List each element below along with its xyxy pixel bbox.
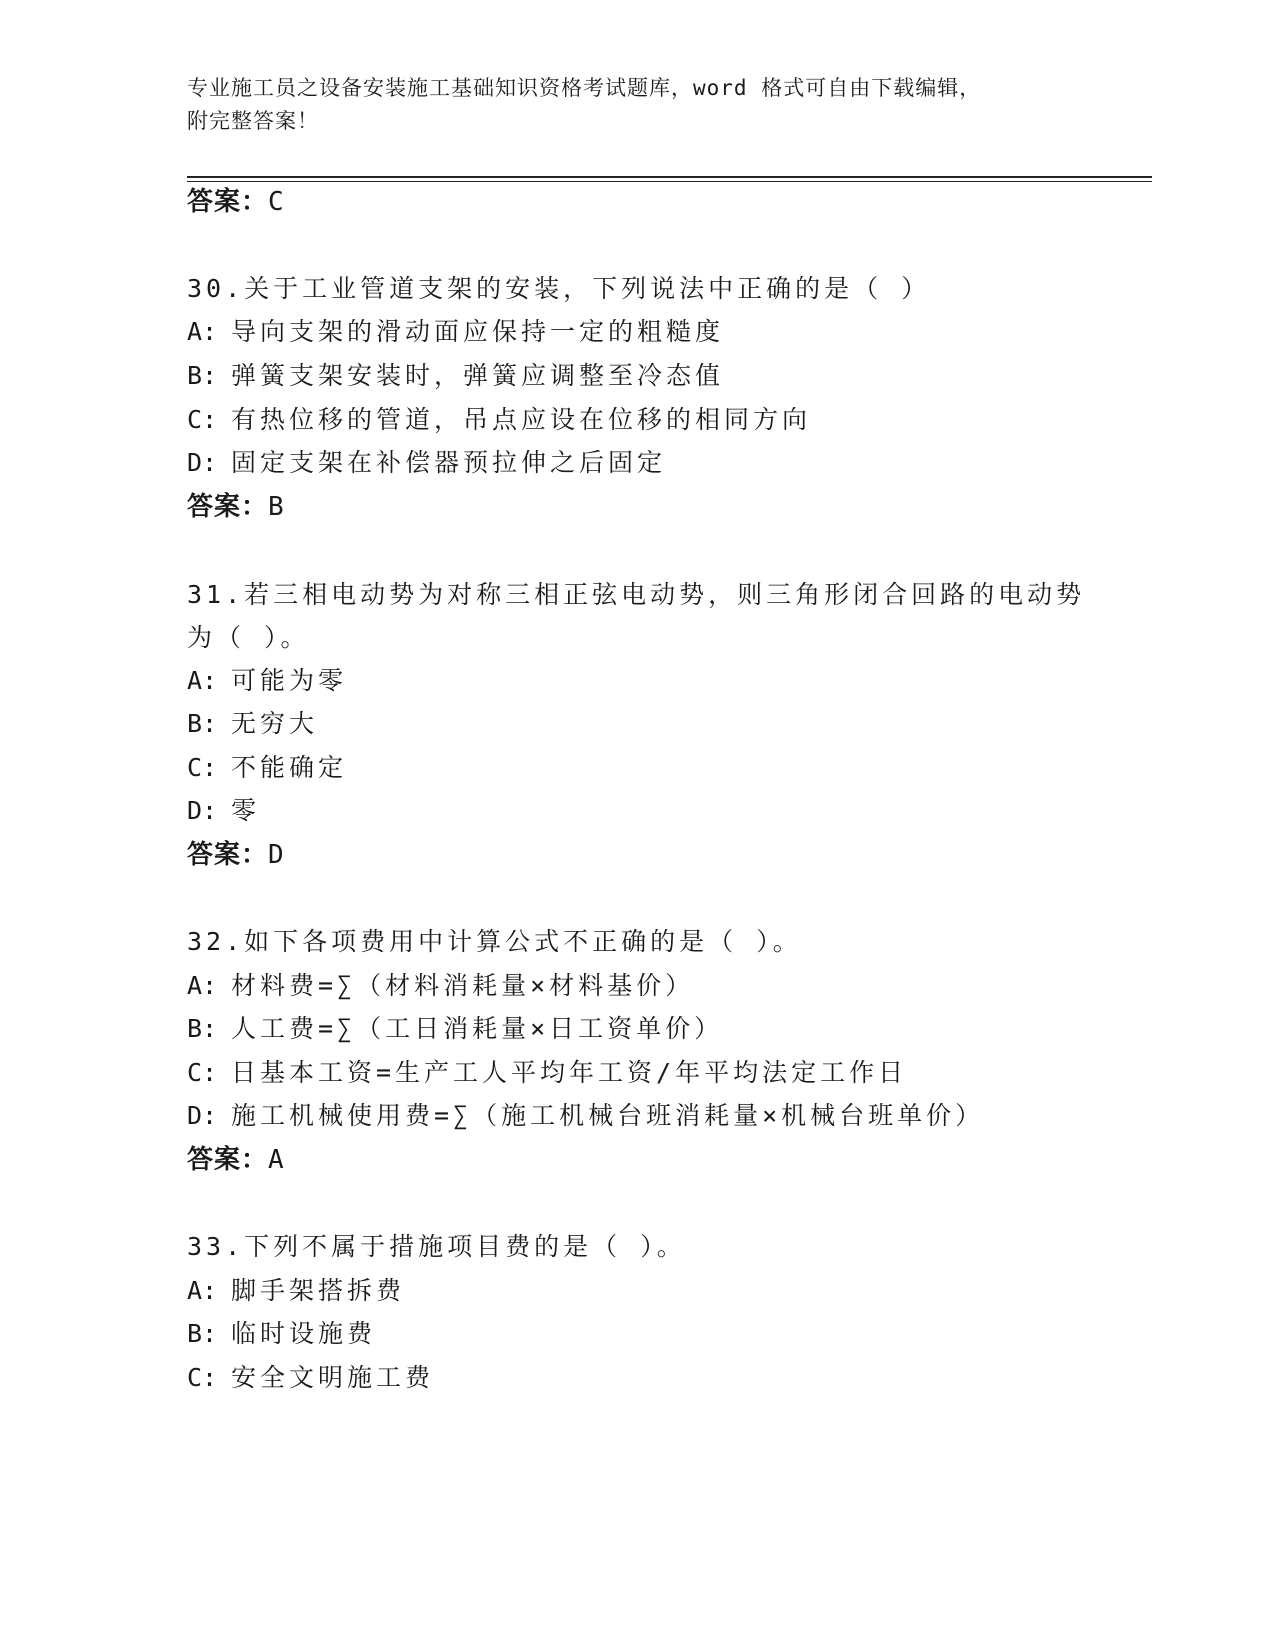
option-text: 人工费=∑（工日消耗量×日工资单价）	[231, 1014, 724, 1043]
option-key: A:	[187, 317, 218, 346]
option-text: 临时设施费	[231, 1319, 377, 1348]
option-key: C:	[187, 405, 218, 434]
header-divider	[187, 176, 1152, 178]
question-30-option-c	[187, 400, 811, 440]
question-31-option-c	[187, 748, 347, 788]
answer-value: B	[268, 492, 285, 522]
option-text: 施工机械使用费=∑（施工机械台班消耗量×机械台班单价）	[231, 1101, 985, 1130]
document-header	[187, 72, 1087, 138]
option-key: D:	[187, 796, 218, 825]
question-30-answer	[187, 487, 285, 527]
answer-value: C	[268, 187, 285, 217]
option-text: 日基本工资=生产工人平均年工资/年平均法定工作日	[231, 1058, 908, 1087]
option-key: C:	[187, 1058, 218, 1087]
option-text: 材料费=∑（材料消耗量×材料基价）	[231, 971, 695, 1000]
question-33-option-a	[187, 1271, 405, 1311]
question-31-stem-line-1: 31.若三相电动势为对称三相正弦电动势，则三角形闭合回路的电动势	[187, 580, 1086, 609]
option-text: 可能为零	[231, 666, 348, 695]
option-text: 安全文明施工费	[231, 1363, 435, 1392]
question-33-stem: 33.下列不属于措施项目费的是（ ）。	[187, 1232, 686, 1261]
option-key: B:	[187, 361, 218, 390]
answer-value: D	[268, 840, 285, 870]
option-key: A:	[187, 971, 218, 1000]
option-text: 弹簧支架安装时，弹簧应调整至冷态值	[231, 361, 725, 390]
header-line-2: 附完整答案！	[187, 109, 319, 133]
option-text: 无穷大	[231, 709, 319, 738]
question-32-option-a	[187, 966, 694, 1006]
answer-label: 答案：	[187, 187, 269, 217]
question-31-option-b	[187, 704, 318, 744]
question-32-answer	[187, 1140, 285, 1180]
question-31-option-a	[187, 661, 347, 701]
answer-label: 答案：	[187, 1145, 269, 1175]
option-text: 导向支架的滑动面应保持一定的粗糙度	[231, 317, 725, 346]
question-31-answer	[187, 835, 285, 875]
option-key: B:	[187, 709, 218, 738]
option-key: C:	[187, 753, 218, 782]
option-text: 零	[231, 796, 261, 825]
question-31-stem-line-2: 为（ ）。	[187, 623, 310, 652]
option-key: B:	[187, 1319, 218, 1348]
option-key: D:	[187, 448, 218, 477]
header-line-1: 专业施工员之设备安装施工基础知识资格考试题库，word 格式可自由下载编辑，	[187, 76, 982, 100]
option-key: C:	[187, 1363, 218, 1392]
option-key: A:	[187, 666, 218, 695]
option-text: 固定支架在补偿器预拉伸之后固定	[231, 448, 667, 477]
header-divider-thin	[187, 181, 1152, 182]
question-30-option-d	[187, 443, 666, 483]
answer-value: A	[268, 1145, 285, 1175]
option-text: 不能确定	[231, 753, 348, 782]
question-30-option-b	[187, 356, 724, 396]
question-32-option-b	[187, 1009, 723, 1049]
question-30-option-a	[187, 312, 724, 352]
answer-label: 答案：	[187, 840, 269, 870]
option-key: A:	[187, 1276, 218, 1305]
answer-label: 答案：	[187, 492, 269, 522]
question-33-option-b	[187, 1314, 376, 1354]
option-key: D:	[187, 1101, 218, 1130]
question-32-option-c	[187, 1053, 907, 1093]
option-text: 脚手架搭拆费	[231, 1276, 406, 1305]
question-31-option-d	[187, 791, 260, 831]
option-key: B:	[187, 1014, 218, 1043]
previous-answer	[187, 182, 285, 222]
question-32-option-d	[187, 1096, 984, 1136]
question-30-stem: 30.关于工业管道支架的安装，下列说法中正确的是（ ）	[187, 274, 931, 303]
question-32-stem: 32.如下各项费用中计算公式不正确的是（ ）。	[187, 927, 802, 956]
option-text: 有热位移的管道，吊点应设在位移的相同方向	[231, 405, 812, 434]
question-33-option-c	[187, 1358, 434, 1398]
